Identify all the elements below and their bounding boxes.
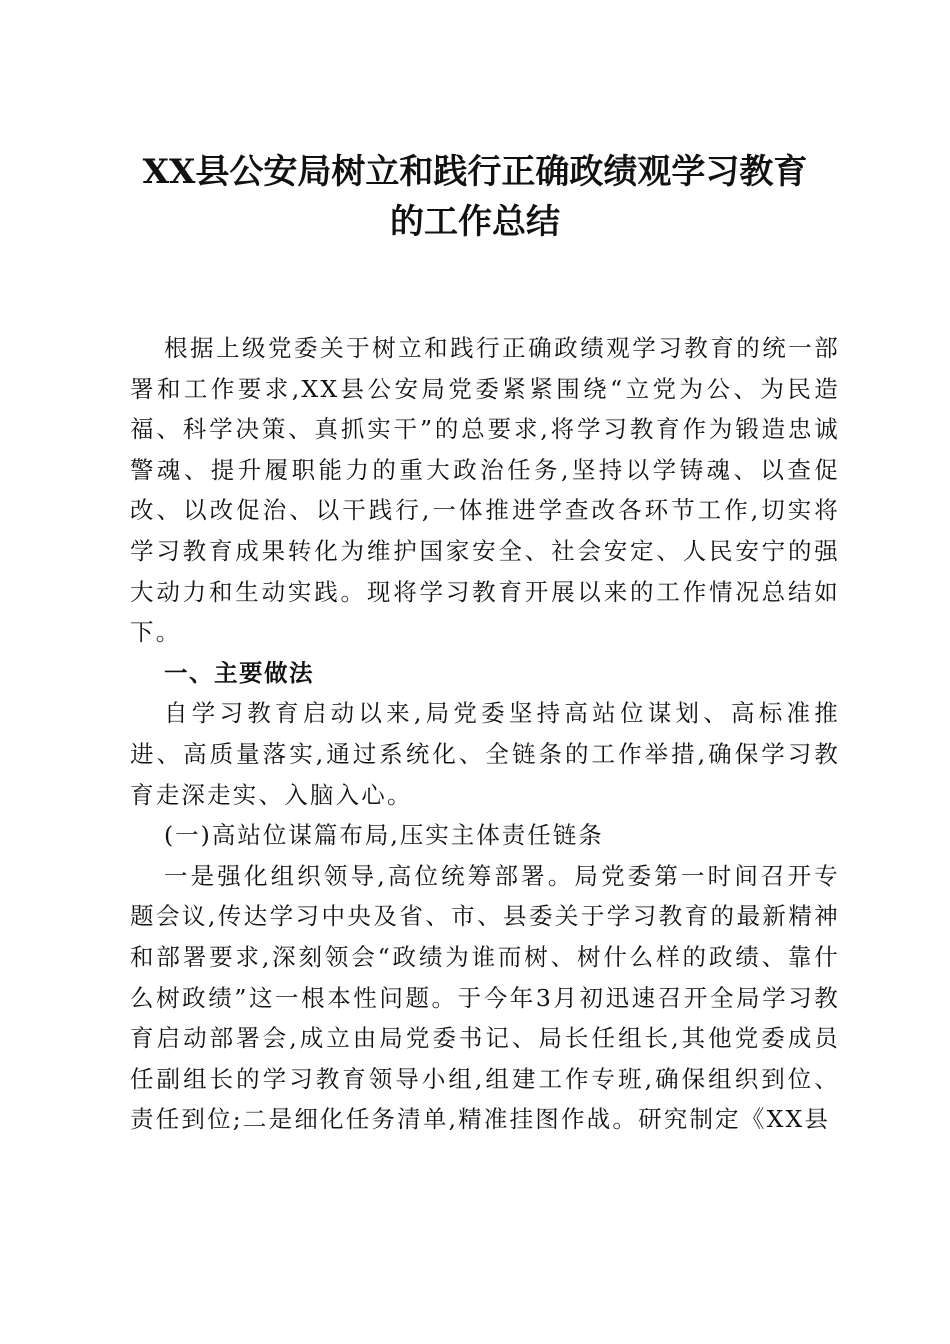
subsection-paragraph-1: 一是强化组织领导,高位统筹部署。局党委第一时间召开专题会议,传达学习中央及省、市、县委关于学习教育的最新精神和部署要求,深刻领会“政绩为谁而树、树什么样的政绩、靠什么树政绩”这一根本性问题。于今年3月初迅速召开全局学习教育启动部署会,成立由局党委书记、局长任组长,其他党委成员任副组长的学习教育领导小组,组建工作专班,确保组织到位、责任到位;二是细化任务清单,精准挂图作战。研究制定《XX县 bbox=[130, 861, 840, 1134]
document-title-continued: 的工作总结 bbox=[390, 202, 560, 242]
section-heading-main-practices: 一、主要做法 bbox=[164, 658, 314, 687]
document-title: XX县公安局树立和践行正确政绩观学习教育 bbox=[142, 152, 808, 192]
intro-paragraph: 根据上级党委关于树立和践行正确政绩观学习教育的统一部署和工作要求,XX县公安局党委紧紧围绕“立党为公、为民造福、科学决策、真抓实干”的总要求,将学习教育作为锻造忠诚警魂、提升履职能力的重大政治任务,坚持以学铸魂、以查促改、以改促治、以干践行,一体推进学查改各环节工作,切实将学习教育成果转化为维护国家安全、社会安定、人民安宁的强大动力和生动实践。现将学习教育开展以来的工作情况总结如下。 bbox=[130, 334, 840, 647]
subsection-heading-1: (一)高站位谋篇布局,压实主体责任链条 bbox=[164, 821, 604, 850]
document-body bbox=[130, 328, 840, 1140]
section-intro-paragraph: 自学习教育启动以来,局党委坚持高站位谋划、高标准推进、高质量落实,通过系统化、全链条的工作举措,确保学习教育走深走实、入脑入心。 bbox=[130, 699, 840, 809]
